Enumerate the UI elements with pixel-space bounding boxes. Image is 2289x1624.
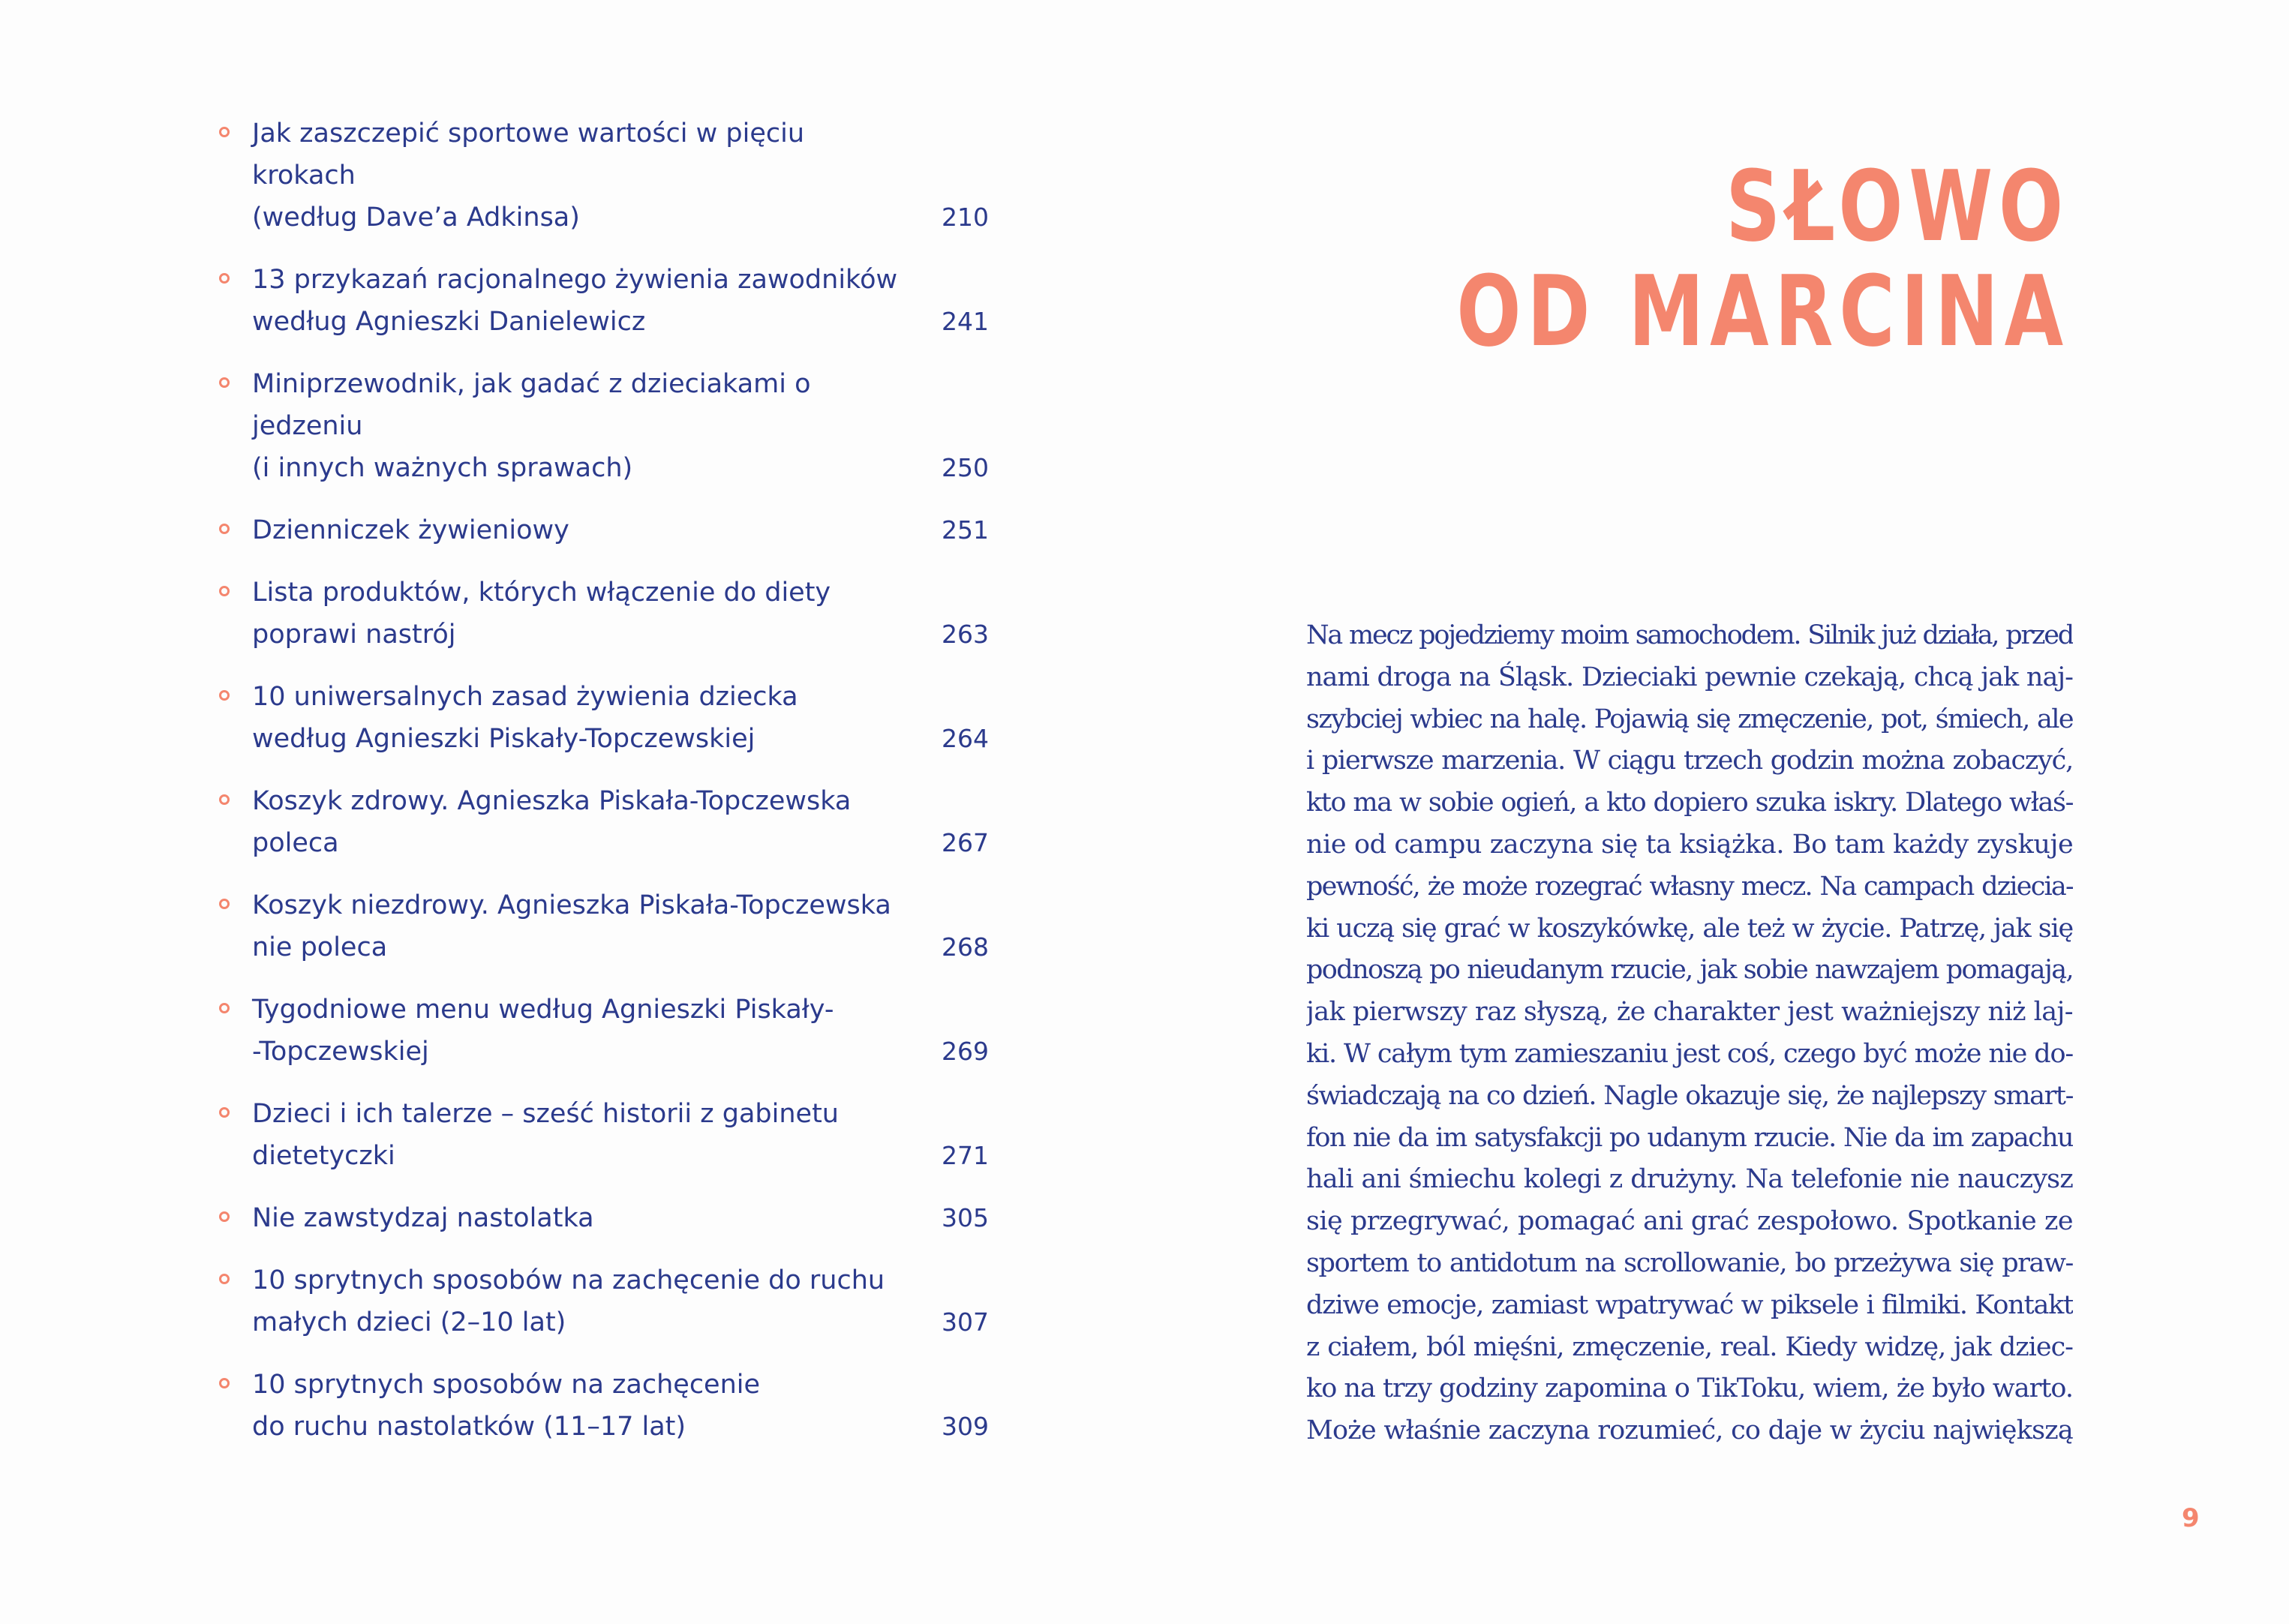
body-text-line: nie od campu zaczyna się ta książka. Bo tam każdy zyskuje (1306, 829, 2073, 860)
body-text-line: Może właśnie zaczyna rozumieć, co daje w życiu największą (1306, 1415, 2073, 1446)
toc-entry-title: 10 sprytnych sposobów na zachęcenie do ruchu nastolatków (11–17 lat) (252, 1370, 761, 1442)
toc-entry-page-number: 250 (942, 453, 989, 482)
body-text-line: ki. W całym tym zamieszaniu jest coś, czego być może nie do- (1306, 1038, 2073, 1069)
circle-bullet-icon (219, 377, 230, 388)
circle-bullet-icon (219, 1003, 230, 1013)
toc-entry-page-number: 251 (942, 515, 989, 545)
circle-bullet-icon (219, 1378, 230, 1388)
toc-entry-page-number: 263 (942, 620, 989, 649)
body-text-line: kto ma w sobie ogień, a kto dopiero szuka iskry. Dlatego właś- (1306, 788, 2073, 818)
body-text-line: Na mecz pojedziemy moim samochodem. Silnik już działa, przed (1306, 620, 2073, 650)
toc-entry-title: 10 uniwersalnych zasad żywienia dziecka według Agnieszki Piskały-Topczewskiej (252, 682, 798, 754)
toc-entry-title: Dzienniczek żywieniowy (252, 515, 569, 545)
toc-entry-page-number: 309 (942, 1412, 989, 1441)
toc-entry-page-number: 268 (942, 932, 989, 962)
table-of-contents (216, 113, 989, 1468)
toc-entry-title: 13 przykazań racjonalnego żywienia zawodników według Agnieszki Danielewicz (252, 265, 898, 337)
body-text-line: świadczają na co dzień. Nagle okazuje się, że najlepszy smart- (1306, 1080, 2073, 1111)
body-text-line: i pierwsze marzenia. W ciągu trzech godzin można zobaczyć, (1306, 746, 2073, 776)
body-text-line: szybciej wbiec na halę. Pojawią się zmęczenie, pot, śmiech, ale (1306, 704, 2073, 734)
toc-entry[interactable] (216, 509, 989, 551)
circle-bullet-icon (219, 586, 230, 596)
toc-entry-title: Koszyk zdrowy. Agnieszka Piskała-Topczewska poleca (252, 786, 852, 858)
toc-entry-page-number: 271 (942, 1141, 989, 1170)
toc-entry-title: Koszyk niezdrowy. Agnieszka Piskała-Topczewska nie poleca (252, 890, 891, 962)
toc-entry-page-number: 267 (942, 828, 989, 857)
circle-bullet-icon (219, 273, 230, 284)
body-text-line: się przegrywać, pomagać ani grać zespołowo. Spotkanie ze (1306, 1206, 2073, 1237)
body-text-line: ko na trzy godziny zapomina o TikToku, wiem, że było warto. (1306, 1373, 2073, 1404)
chapter-body-text (1306, 615, 2073, 1452)
toc-entry[interactable] (216, 572, 989, 656)
toc-entry[interactable] (216, 989, 989, 1073)
toc-entry-page-number: 305 (942, 1203, 989, 1232)
body-text-line: nami droga na Śląsk. Dzieciaki pewnie czekają, chcą jak naj- (1306, 662, 2073, 692)
toc-entry[interactable] (216, 1093, 989, 1177)
circle-bullet-icon (219, 690, 230, 701)
toc-entry-page-number: 307 (942, 1307, 989, 1337)
chapter-title-line-2: OD MARCINA (1456, 254, 2069, 369)
toc-entry[interactable] (216, 676, 989, 760)
page-number: 9 (2182, 1503, 2200, 1533)
circle-bullet-icon (219, 899, 230, 909)
toc-entry[interactable] (216, 363, 989, 489)
toc-entry-title: Jak zaszczepić sportowe wartości w pięciu krokach (według Dave’a Adkinsa) (252, 119, 805, 233)
toc-entry[interactable] (216, 884, 989, 968)
toc-entry-page-number: 241 (942, 307, 989, 336)
toc-entry-title: Nie zawstydzaj nastolatka (252, 1203, 594, 1233)
toc-entry-page-number: 269 (942, 1037, 989, 1066)
chapter-title-line-1: SŁOWO (1726, 149, 2069, 264)
circle-bullet-icon (219, 1107, 230, 1118)
circle-bullet-icon (219, 794, 230, 805)
toc-entry[interactable] (216, 780, 989, 864)
toc-entry[interactable] (216, 1364, 989, 1448)
body-text-line: fon nie da im satysfakcji po udanym rzucie. Nie da im zapachu (1306, 1122, 2073, 1153)
body-text-line: jak pierwszy raz słyszą, że charakter jest ważniejszy niż laj- (1306, 997, 2073, 1028)
circle-bullet-icon (219, 524, 230, 534)
toc-entry-title: Lista produktów, których włączenie do diety poprawi nastrój (252, 578, 831, 650)
body-text-line: hali ani śmiechu kolegi z drużyny. Na telefonie nie nauczysz (1306, 1164, 2073, 1195)
toc-entry-title: Miniprzewodnik, jak gadać z dzieciakami o jedzeniu (i innych ważnych sprawach) (252, 369, 811, 483)
circle-bullet-icon (219, 1274, 230, 1284)
toc-entry-title: Tygodniowe menu według Agnieszki Piskały- -Topczewskiej (252, 995, 834, 1067)
circle-bullet-icon (219, 127, 230, 137)
toc-entry-title: Dzieci i ich talerze – sześć historii z gabinetu dietetyczki (252, 1099, 839, 1171)
toc-entry-page-number: 264 (942, 724, 989, 753)
body-text-line: pewność, że może rozegrać własny mecz. Na campach dziecia- (1306, 871, 2073, 902)
body-text-line: ki uczą się grać w koszykówkę, ale też w życie. Patrzę, jak się (1306, 913, 2073, 944)
toc-entry[interactable] (216, 113, 989, 239)
body-text-line: podnoszą po nieudanym rzucie, jak sobie nawzajem pomagają, (1306, 955, 2073, 986)
body-text-line: dziwe emocje, zamiast wpatrywać w piksele i filmiki. Kontakt (1306, 1289, 2073, 1320)
body-text-line: z ciałem, ból mięśni, zmęczenie, real. Kiedy widzę, jak dziec- (1306, 1331, 2073, 1362)
toc-entry[interactable] (216, 1197, 989, 1239)
circle-bullet-icon (219, 1211, 230, 1222)
body-text-line: sportem to antidotum na scrollowanie, bo przeżywa się praw- (1306, 1247, 2073, 1278)
toc-entry[interactable] (216, 259, 989, 343)
toc-entry-page-number: 210 (942, 203, 989, 232)
toc-entry-title: 10 sprytnych sposobów na zachęcenie do ruchu małych dzieci (2–10 lat) (252, 1265, 885, 1337)
chapter-title (1456, 149, 2069, 369)
toc-entry[interactable] (216, 1259, 989, 1343)
